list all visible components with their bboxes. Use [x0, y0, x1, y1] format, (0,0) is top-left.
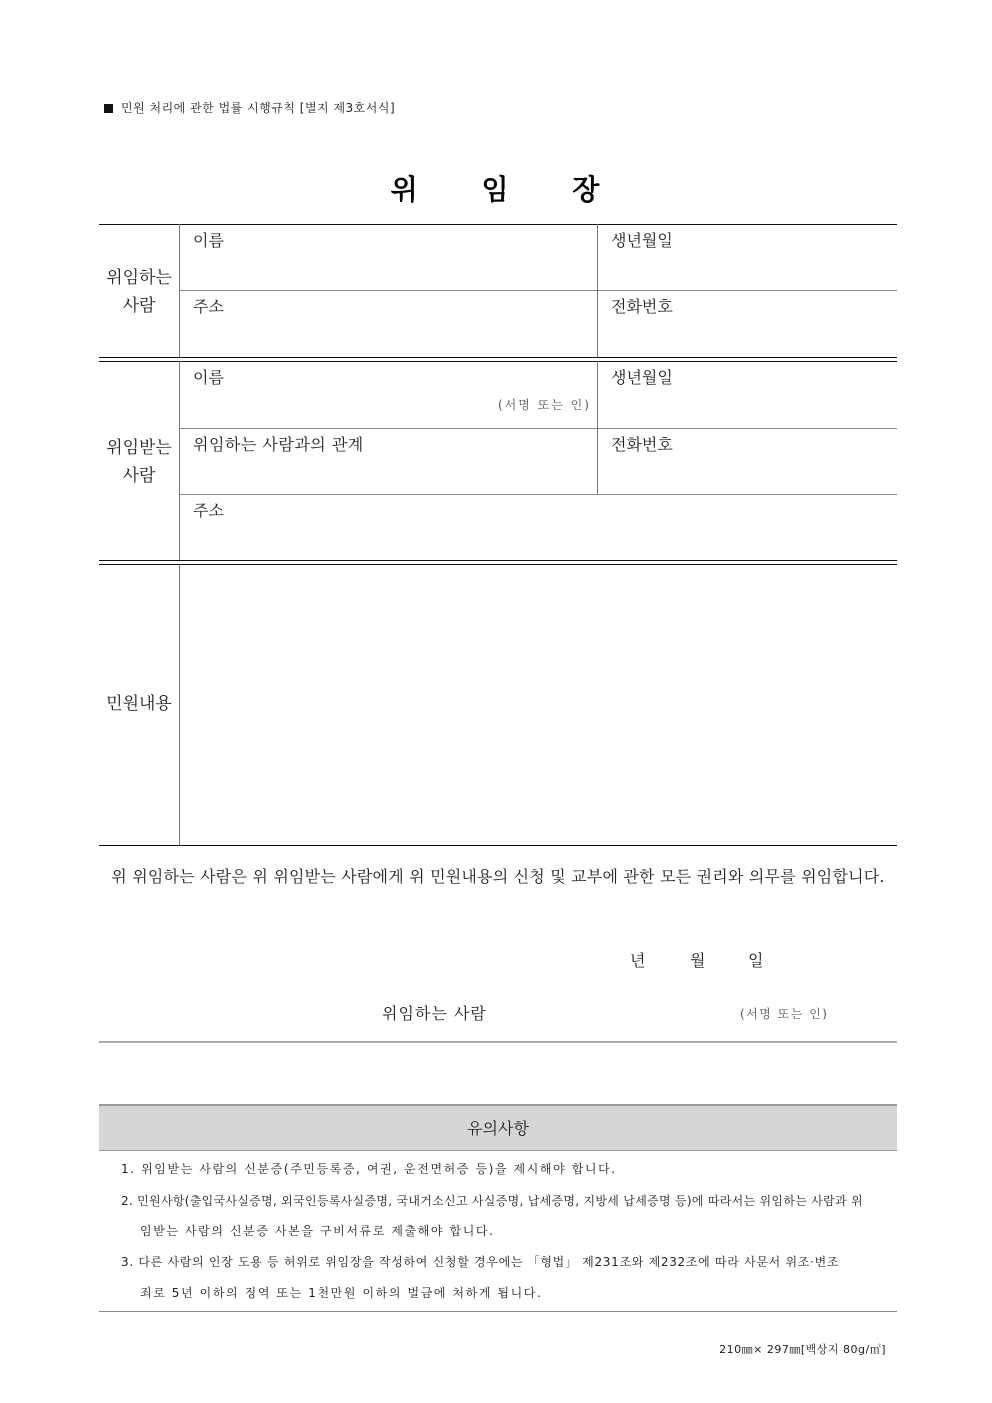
delegator-section-label-line2: 사람 [122, 296, 156, 316]
delegator-address-label: 주소 [193, 297, 224, 316]
square-bullet-icon [104, 104, 113, 113]
section-divider-2b [99, 564, 897, 565]
section-divider-1a [99, 357, 897, 358]
notes-bottom-border [99, 1311, 897, 1312]
delegate-address-label: 주소 [193, 501, 224, 520]
petition-label-column-border [179, 564, 180, 845]
delegate-signature-hint: (서명 또는 인) [498, 398, 591, 412]
delegate-birth-label: 생년월일 [611, 368, 673, 387]
delegator-signature-hint: (서명 또는 인) [740, 1007, 829, 1021]
note-item-2: 2. 민원사항(출입국사실증명, 외국인등록사실증명, 국내거소신고 사실증명, 납세증명, 지방세 납세증명 등)에 따라서는 위임하는 사람과 위 [121, 1194, 863, 1208]
paper-spec: 210㎜× 297㎜[백상지 80g/㎡] [719, 1343, 886, 1356]
note-item-2-continued: 임받는 사람의 신분증 사본을 구비서류로 제출해야 합니다. [140, 1224, 495, 1238]
date-month-label: 월 [690, 951, 706, 970]
form-reference [104, 99, 395, 116]
petition-label: 민원내용 [106, 694, 172, 714]
page-title: 위 임 장 [390, 173, 602, 206]
section-divider-2a [99, 560, 897, 561]
note-item-3-continued: 죄로 5년 이하의 징역 또는 1천만원 이하의 벌금에 처하게 됩니다. [140, 1286, 543, 1300]
date-year-label: 년 [630, 951, 646, 970]
delegation-statement: 위 위임하는 사람은 위 위임받는 사람에게 위 민원내용의 신청 및 교부에 관한 모든 권리와 의무를 위임합니다. [111, 867, 885, 886]
signature-separator [99, 1041, 897, 1043]
delegator-phone-label: 전화번호 [611, 297, 673, 316]
delegate-relation-label: 위임하는 사람과의 관계 [193, 435, 364, 454]
form-reference-text: 민원 처리에 관한 법률 시행규칙 [별지 제3호서식] [121, 101, 396, 115]
delegate-name-label: 이름 [193, 368, 224, 387]
table-top-border [99, 224, 897, 225]
delegator-section-label-line1: 위임하는 [106, 268, 172, 288]
delegator-signature-label: 위임하는 사람 [382, 1004, 487, 1023]
delegator-name-label: 이름 [193, 231, 224, 250]
delegate-section-label [99, 434, 179, 490]
table-bottom-border [99, 845, 897, 846]
delegate-section-label-line1: 위임받는 [106, 438, 172, 458]
notes-title: 유의사항 [467, 1119, 529, 1138]
delegator-birth-label: 생년월일 [611, 231, 673, 250]
delegate-row-divider-1 [180, 428, 897, 429]
section-divider-1b [99, 361, 897, 362]
delegate-column-divider [597, 361, 598, 494]
note-item-3: 3. 다른 사람의 인장 도용 등 허위로 위임장을 작성하여 신청할 경우에는 「형법」 제231조와 제232조에 따라 사문서 위조·변조 [121, 1255, 840, 1269]
delegate-phone-label: 전화번호 [611, 435, 673, 454]
note-item-1: 1. 위임받는 사람의 신분증(주민등록증, 여권, 운전면허증 등)을 제시해야 합니다. [121, 1162, 617, 1176]
delegator-column-divider [597, 224, 598, 357]
petition-content-field[interactable] [190, 575, 885, 835]
delegator-row-divider [180, 290, 897, 291]
delegate-section-label-line2: 사람 [122, 466, 156, 486]
delegate-label-column-border [179, 361, 180, 560]
delegator-label-column-border [179, 224, 180, 357]
date-day-label: 일 [748, 951, 764, 970]
delegate-row-divider-2 [180, 494, 897, 495]
delegator-section-label [99, 264, 179, 320]
